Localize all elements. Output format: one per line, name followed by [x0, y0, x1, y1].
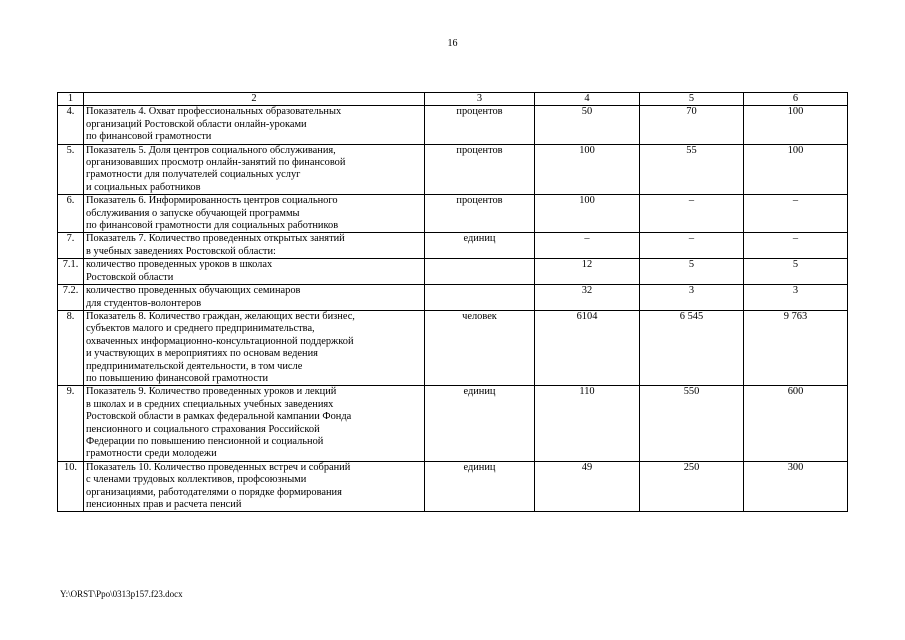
page-number: 16 — [447, 38, 458, 49]
value-col4-cell: – — [535, 233, 640, 259]
row-number-cell: 4. — [58, 106, 84, 144]
unit-cell: процентов — [425, 106, 535, 144]
indicator-name-cell: Показатель 8. Количество граждан, желающих вести бизнес, субъектов малого и среднего предпринимательства, охваченных информационно-консультационной поддержкой и участвующих в мероприятиях по основам ведения предпринимательской деятельности, в том числе по повышению финансовой грамотности — [84, 310, 425, 385]
table-row — [58, 386, 848, 461]
unit-cell: единиц — [425, 461, 535, 512]
header-cell: 4 — [535, 93, 640, 106]
unit-cell: человек — [425, 310, 535, 385]
table-row — [58, 106, 848, 144]
table-row — [58, 285, 848, 311]
header-cell: 6 — [744, 93, 848, 106]
value-col6-cell: 9 763 — [744, 310, 848, 385]
unit-cell: единиц — [425, 233, 535, 259]
row-number-cell: 9. — [58, 386, 84, 461]
table-row — [58, 144, 848, 195]
unit-cell: процентов — [425, 144, 535, 195]
value-col5-cell: 6 545 — [640, 310, 744, 385]
indicator-name-cell: Показатель 10. Количество проведенных встреч и собраний с членами трудовых коллективов, профсоюзными организациями, работодателями о порядке формирования пенсионных прав и расчета пенсий — [84, 461, 425, 512]
unit-cell — [425, 259, 535, 285]
indicator-name-cell: Показатель 5. Доля центров социального обслуживания, организовавших просмотр онлайн-занятий по финансовой грамотности для получателей социальных услуг и социальных работников — [84, 144, 425, 195]
value-col5-cell: 250 — [640, 461, 744, 512]
value-col6-cell: – — [744, 195, 848, 233]
value-col6-cell: 5 — [744, 259, 848, 285]
header-cell: 3 — [425, 93, 535, 106]
header-cell: 1 — [58, 93, 84, 106]
table-row — [58, 233, 848, 259]
value-col5-cell: – — [640, 233, 744, 259]
value-col4-cell: 32 — [535, 285, 640, 311]
row-number-cell: 10. — [58, 461, 84, 512]
row-number-cell: 7.1. — [58, 259, 84, 285]
value-col6-cell: 100 — [744, 144, 848, 195]
header-cell: 5 — [640, 93, 744, 106]
value-col6-cell: – — [744, 233, 848, 259]
row-number-cell: 8. — [58, 310, 84, 385]
header-cell: 2 — [84, 93, 425, 106]
indicator-name-cell: количество проведенных обучающих семинаров для студентов-волонтеров — [84, 285, 425, 311]
row-number-cell: 7.2. — [58, 285, 84, 311]
row-number-cell: 7. — [58, 233, 84, 259]
table-row — [58, 461, 848, 512]
table-row — [58, 259, 848, 285]
value-col5-cell: 550 — [640, 386, 744, 461]
table-row — [58, 310, 848, 385]
table-header-row — [58, 93, 848, 106]
value-col4-cell: 49 — [535, 461, 640, 512]
unit-cell: процентов — [425, 195, 535, 233]
value-col5-cell: 55 — [640, 144, 744, 195]
unit-cell: единиц — [425, 386, 535, 461]
row-number-cell: 6. — [58, 195, 84, 233]
indicator-name-cell: Показатель 4. Охват профессиональных образовательных организаций Ростовской области онлайн-уроками по финансовой грамотности — [84, 106, 425, 144]
indicator-name-cell: Показатель 7. Количество проведенных открытых занятий в учебных заведениях Ростовской области: — [84, 233, 425, 259]
value-col6-cell: 600 — [744, 386, 848, 461]
value-col6-cell: 3 — [744, 285, 848, 311]
indicator-name-cell: Показатель 6. Информированность центров социального обслуживания о запуске обучающей программы по финансовой грамотности для социальных работников — [84, 195, 425, 233]
value-col6-cell: 100 — [744, 106, 848, 144]
value-col6-cell: 300 — [744, 461, 848, 512]
value-col4-cell: 110 — [535, 386, 640, 461]
value-col5-cell: 5 — [640, 259, 744, 285]
file-path-footer: Y:\ORST\Ppo\0313p157.f23.docx — [60, 589, 183, 599]
indicator-name-cell: Показатель 9. Количество проведенных уроков и лекций в школах и в средних специальных учебных заведениях Ростовской области в рамках федеральной кампании Фонда пенсионного и социального страхования Российской Федерации по повышению пенсионной и социальной грамотности среди молодежи — [84, 386, 425, 461]
value-col4-cell: 6104 — [535, 310, 640, 385]
value-col4-cell: 100 — [535, 195, 640, 233]
table-row — [58, 195, 848, 233]
unit-cell — [425, 285, 535, 311]
value-col5-cell: – — [640, 195, 744, 233]
value-col4-cell: 50 — [535, 106, 640, 144]
value-col4-cell: 12 — [535, 259, 640, 285]
indicator-table — [57, 92, 848, 512]
indicator-name-cell: количество проведенных уроков в школах Ростовской области — [84, 259, 425, 285]
value-col5-cell: 70 — [640, 106, 744, 144]
value-col5-cell: 3 — [640, 285, 744, 311]
row-number-cell: 5. — [58, 144, 84, 195]
value-col4-cell: 100 — [535, 144, 640, 195]
